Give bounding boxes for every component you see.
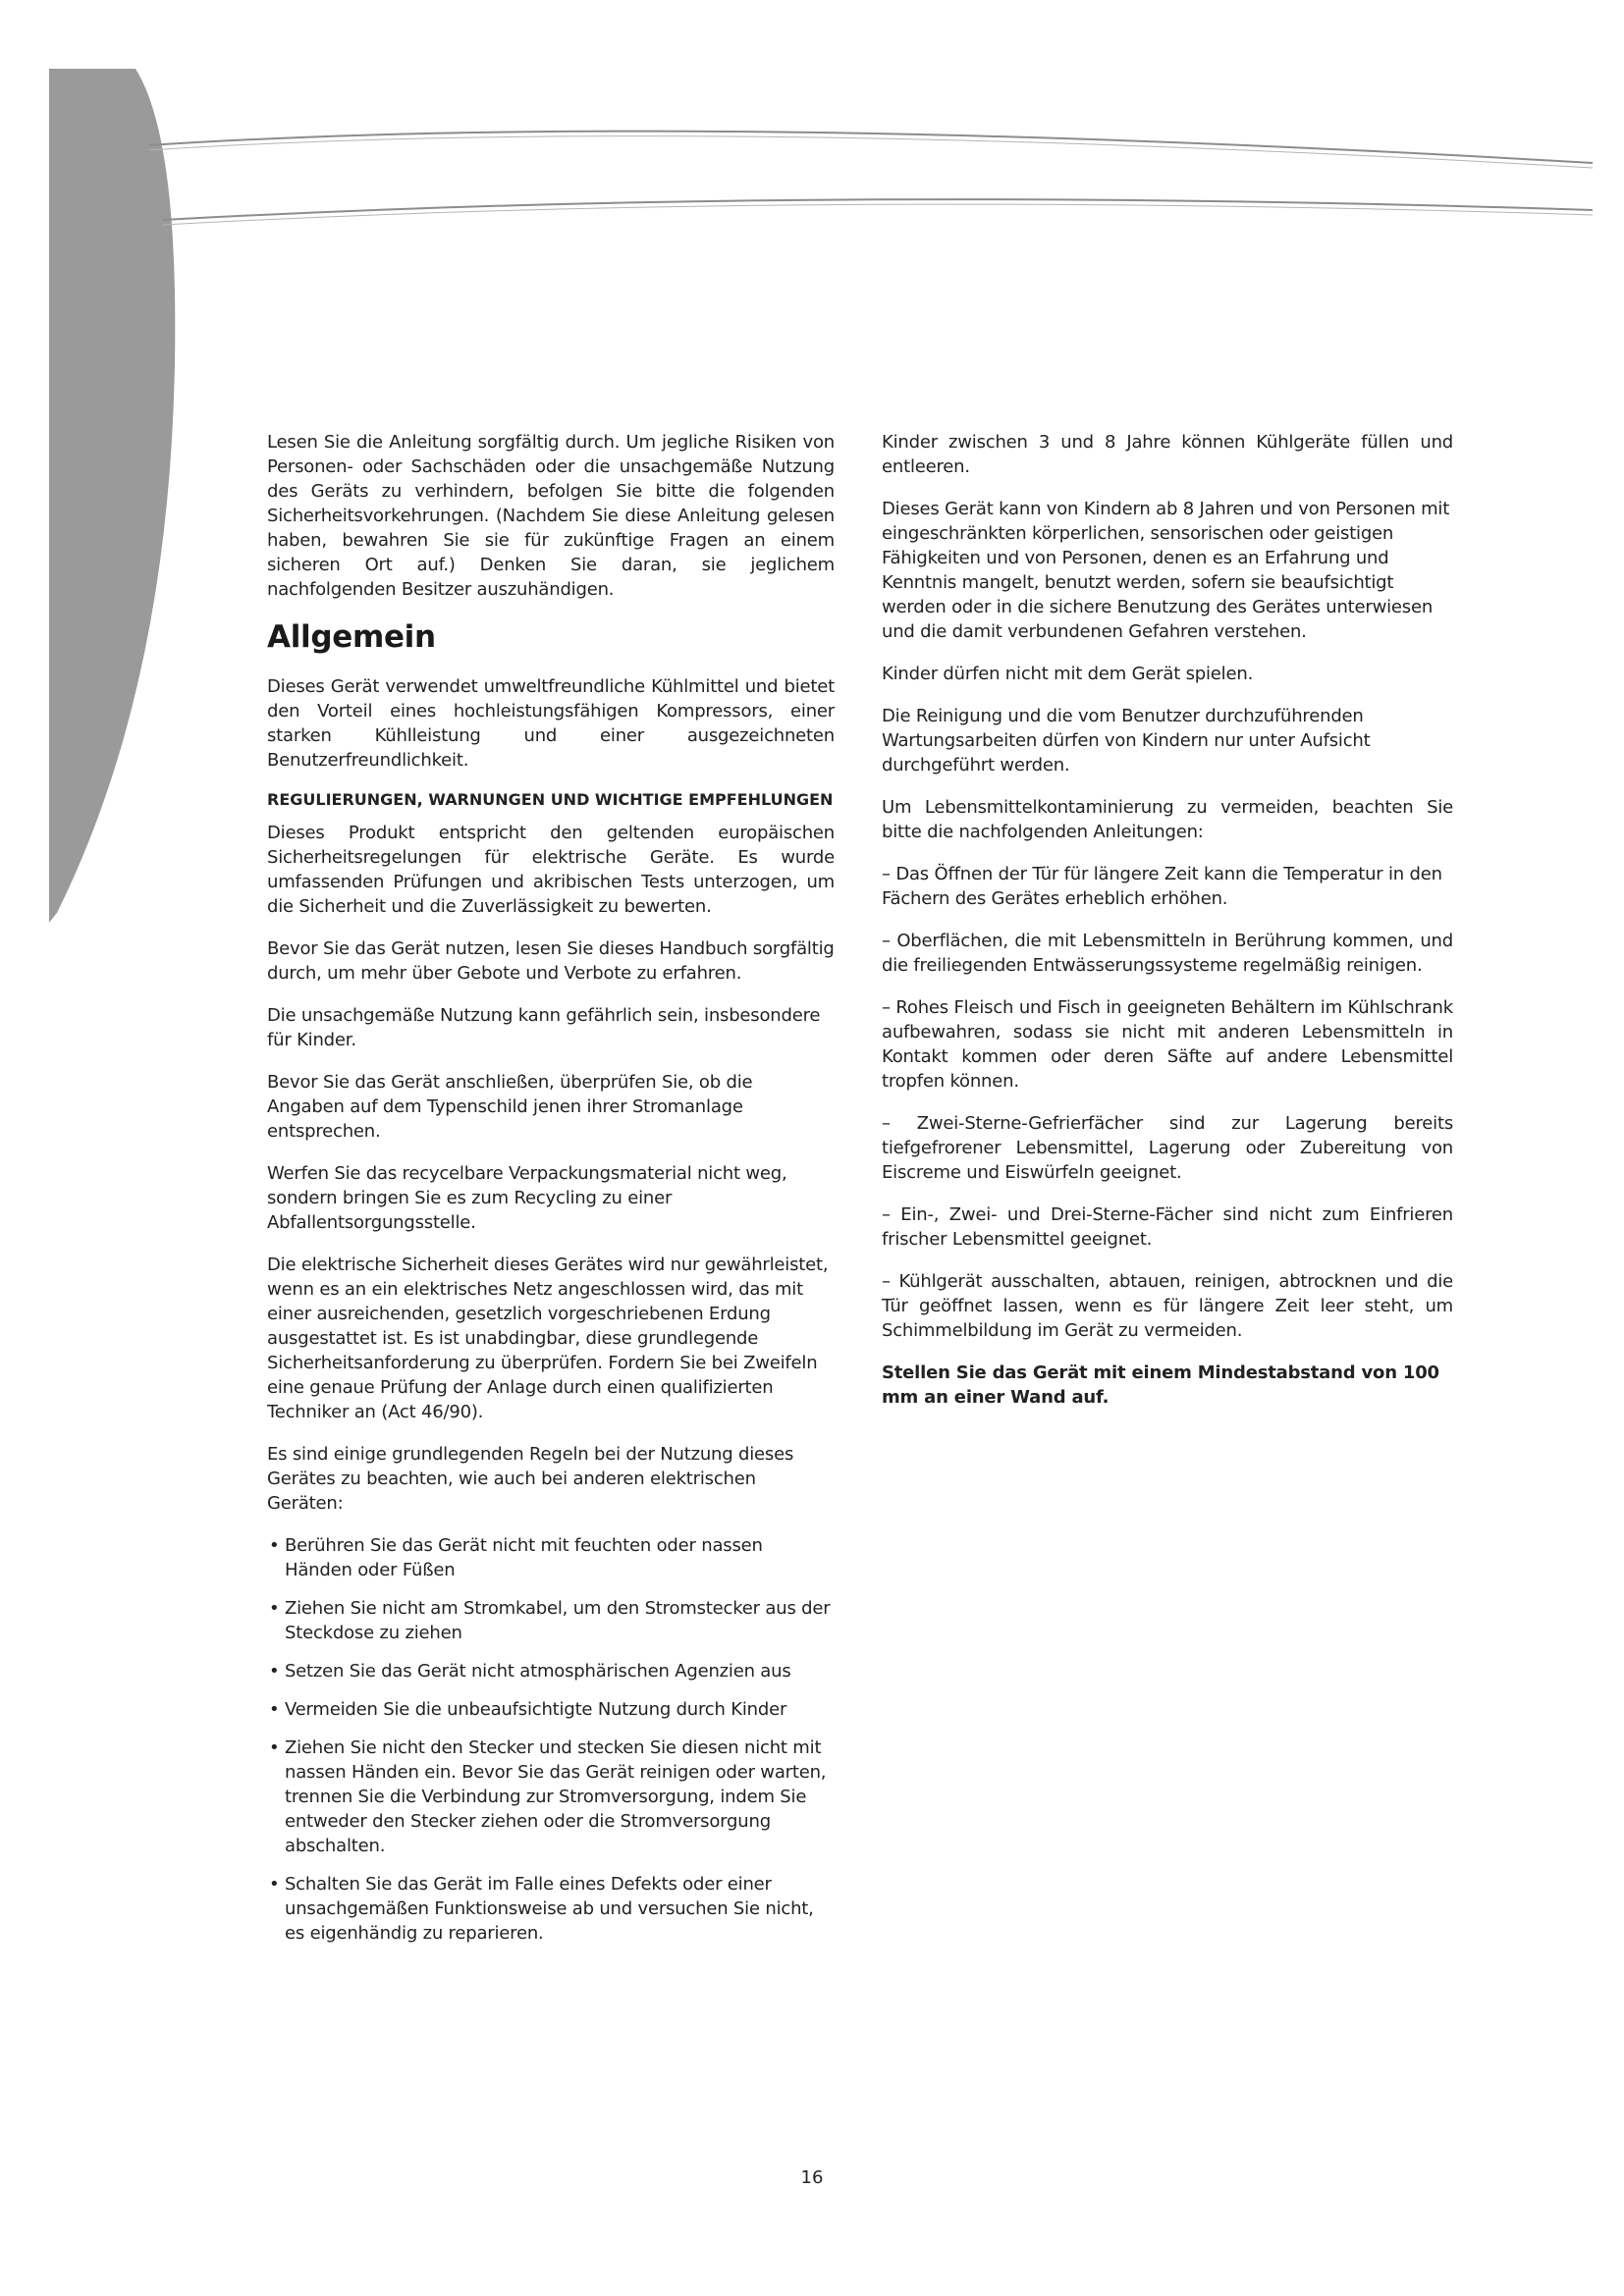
body-paragraph: Die unsachgemäße Nutzung kann gefährlich sein, insbesondere für Kinder.: [267, 1005, 821, 1050]
body-paragraph: Dieses Produkt entspricht den geltenden europäischen Sicherheitsregelungen für elektrische Geräte. Es wurde umfassenden Prüfungen und akribischen Tests unterzogen, um die Sicherheit und die Zuverlässigkeit zu bewerten.: [267, 823, 835, 917]
right-column: [882, 430, 1453, 1427]
list-item: • Schalten Sie das Gerät im Falle eines Defekts oder einer unsachgemäßen Funktionsweise ab und versuchen Sie nicht, es eigenhändig zu reparieren.: [267, 1872, 835, 1946]
body-paragraph: – Rohes Fleisch und Fisch in geeigneten Behältern im Kühlschrank aufbewahren, sodass sie nicht mit anderen Lebensmitteln in Kontakt kommen oder deren Säfte auf andere Lebensmittel tropfen können.: [882, 997, 1453, 1092]
body-paragraph: Bevor Sie das Gerät anschließen, überprüfen Sie, ob die Angaben auf dem Typenschild jenen ihrer Stromanlage entsprechen.: [267, 1072, 753, 1142]
subsection-heading: REGULIERUNGEN, WARNUNGEN UND WICHTIGE EMPFEHLUNGEN: [267, 790, 834, 809]
body-paragraph: Um Lebensmittelkontaminierung zu vermeiden, beachten Sie bitte die nachfolgenden Anleitungen:: [882, 797, 1453, 842]
body-paragraph: Die elektrische Sicherheit dieses Gerätes wird nur gewährleistet, wenn es an ein elektrisches Netz angeschlossen wird, das mit einer ausreichenden, gesetzlich vorgeschriebenen Erdung ausgestattet ist. Es ist unabdingbar, diese grundlegende Sicherheitsanforderung zu überprüfen. Fordern Sie bei Zweifeln eine genaue Prüfung der Anlage durch einen qualifizierten Techniker an (Act 46/90).: [267, 1255, 829, 1422]
body-paragraph: – Ein-, Zwei- und Drei-Sterne-Fächer sind nicht zum Einfrieren frischer Lebensmittel geeignet.: [882, 1204, 1453, 1250]
body-paragraph: Dieses Gerät kann von Kindern ab 8 Jahren und von Personen mit eingeschränkten körperlichen, sensorischen oder geistigen Fähigkeiten und von Personen, denen es an Erfahrung und Kenntnis mangelt, benutzt werden, sofern sie beaufsichtigt werden oder in die sichere Benutzung des Gerätes unterwiesen und die damit verbundenen Gefahren verstehen.: [882, 499, 1450, 642]
list-item: • Berühren Sie das Gerät nicht mit feuchten oder nassen Händen oder Füßen: [267, 1533, 835, 1582]
body-paragraph: – Oberflächen, die mit Lebensmitteln in Berührung kommen, und die freiliegenden Entwässerungssysteme regelmäßig reinigen.: [882, 931, 1453, 976]
body-paragraph: – Zwei-Sterne-Gefrierfächer sind zur Lagerung bereits tiefgefrorener Lebensmittel, Lagerung oder Zubereitung von Eiscreme und Eiswürfeln geeignet.: [882, 1113, 1453, 1183]
decor-line-lower: [163, 199, 1593, 220]
left-column: [267, 430, 835, 1959]
body-paragraph: Werfen Sie das recycelbare Verpackungsmaterial nicht weg, sondern bringen Sie es zum Recycling zu einer Abfallentsorgungsstelle.: [267, 1163, 787, 1233]
list-item: • Ziehen Sie nicht am Stromkabel, um den Stromstecker aus der Steckdose zu ziehen: [267, 1596, 835, 1645]
decor-line-lower-2: [163, 204, 1593, 225]
list-item: • Vermeiden Sie die unbeaufsichtigte Nutzung durch Kinder: [267, 1697, 835, 1722]
intro-paragraph: Lesen Sie die Anleitung sorgfältig durch. Um jegliche Risiken von Personen- oder Sachschäden oder die unsachgemäße Nutzung des Geräts zu verhindern, befolgen Sie bitte die folgenden Sicherheitsvorkehrungen. (Nachdem Sie diese Anleitung gelesen haben, bewahren Sie sie für zukünftige Fragen an einem sicheren Ort auf.) Denken Sie daran, sie jeglichem nachfolgenden Besitzer auszuhändigen.: [267, 432, 835, 600]
list-item: • Ziehen Sie nicht den Stecker und stecken Sie diesen nicht mit nassen Händen ein. Bevor Sie das Gerät reinigen oder warten, trennen Sie die Verbindung zur Stromversorgung, indem Sie entweder den Stecker ziehen oder die Stromversorgung abschalten.: [267, 1735, 835, 1858]
decor-line-upper: [149, 132, 1593, 163]
general-paragraph: Dieses Gerät verwendet umweltfreundliche Kühlmittel und bietet den Vorteil eines hochleistungsfähigen Kompressors, einer starken Kühlleistung und einer ausgezeichneten Benutzerfreundlichkeit.: [267, 676, 835, 771]
body-paragraph: Die Reinigung und die vom Benutzer durchzuführenden Wartungsarbeiten dürfen von Kindern nur unter Aufsicht durchgeführt werden.: [882, 706, 1371, 775]
body-paragraph: Bevor Sie das Gerät nutzen, lesen Sie dieses Handbuch sorgfältig durch, um mehr über Gebote und Verbote zu erfahren.: [267, 938, 835, 984]
gray-swoosh-shape: [49, 69, 175, 923]
section-heading: Allgemein: [267, 619, 436, 655]
list-item: • Setzen Sie das Gerät nicht atmosphärischen Agenzien aus: [267, 1659, 835, 1683]
body-paragraph: – Das Öffnen der Tür für längere Zeit kann die Temperatur in den Fächern des Gerätes erheblich erhöhen.: [882, 864, 1442, 909]
body-paragraph: Kinder zwischen 3 und 8 Jahre können Kühlgeräte füllen und entleeren.: [882, 432, 1453, 477]
body-paragraph: – Kühlgerät ausschalten, abtauen, reinigen, abtrocknen und die Tür geöffnet lassen, wenn es für längere Zeit leer steht, um Schimmelbildung im Gerät zu vermeiden.: [882, 1271, 1453, 1341]
safety-rules-list: [267, 1533, 835, 1946]
body-paragraph: Kinder dürfen nicht mit dem Gerät spielen.: [882, 664, 1254, 684]
mounting-distance-note: Stellen Sie das Gerät mit einem Mindestabstand von 100 mm an einer Wand auf.: [882, 1362, 1439, 1408]
body-paragraph: Es sind einige grundlegenden Regeln bei der Nutzung dieses Gerätes zu beachten, wie auch bei anderen elektrischen Geräten:: [267, 1444, 794, 1514]
page-number: 16: [800, 2167, 824, 2188]
